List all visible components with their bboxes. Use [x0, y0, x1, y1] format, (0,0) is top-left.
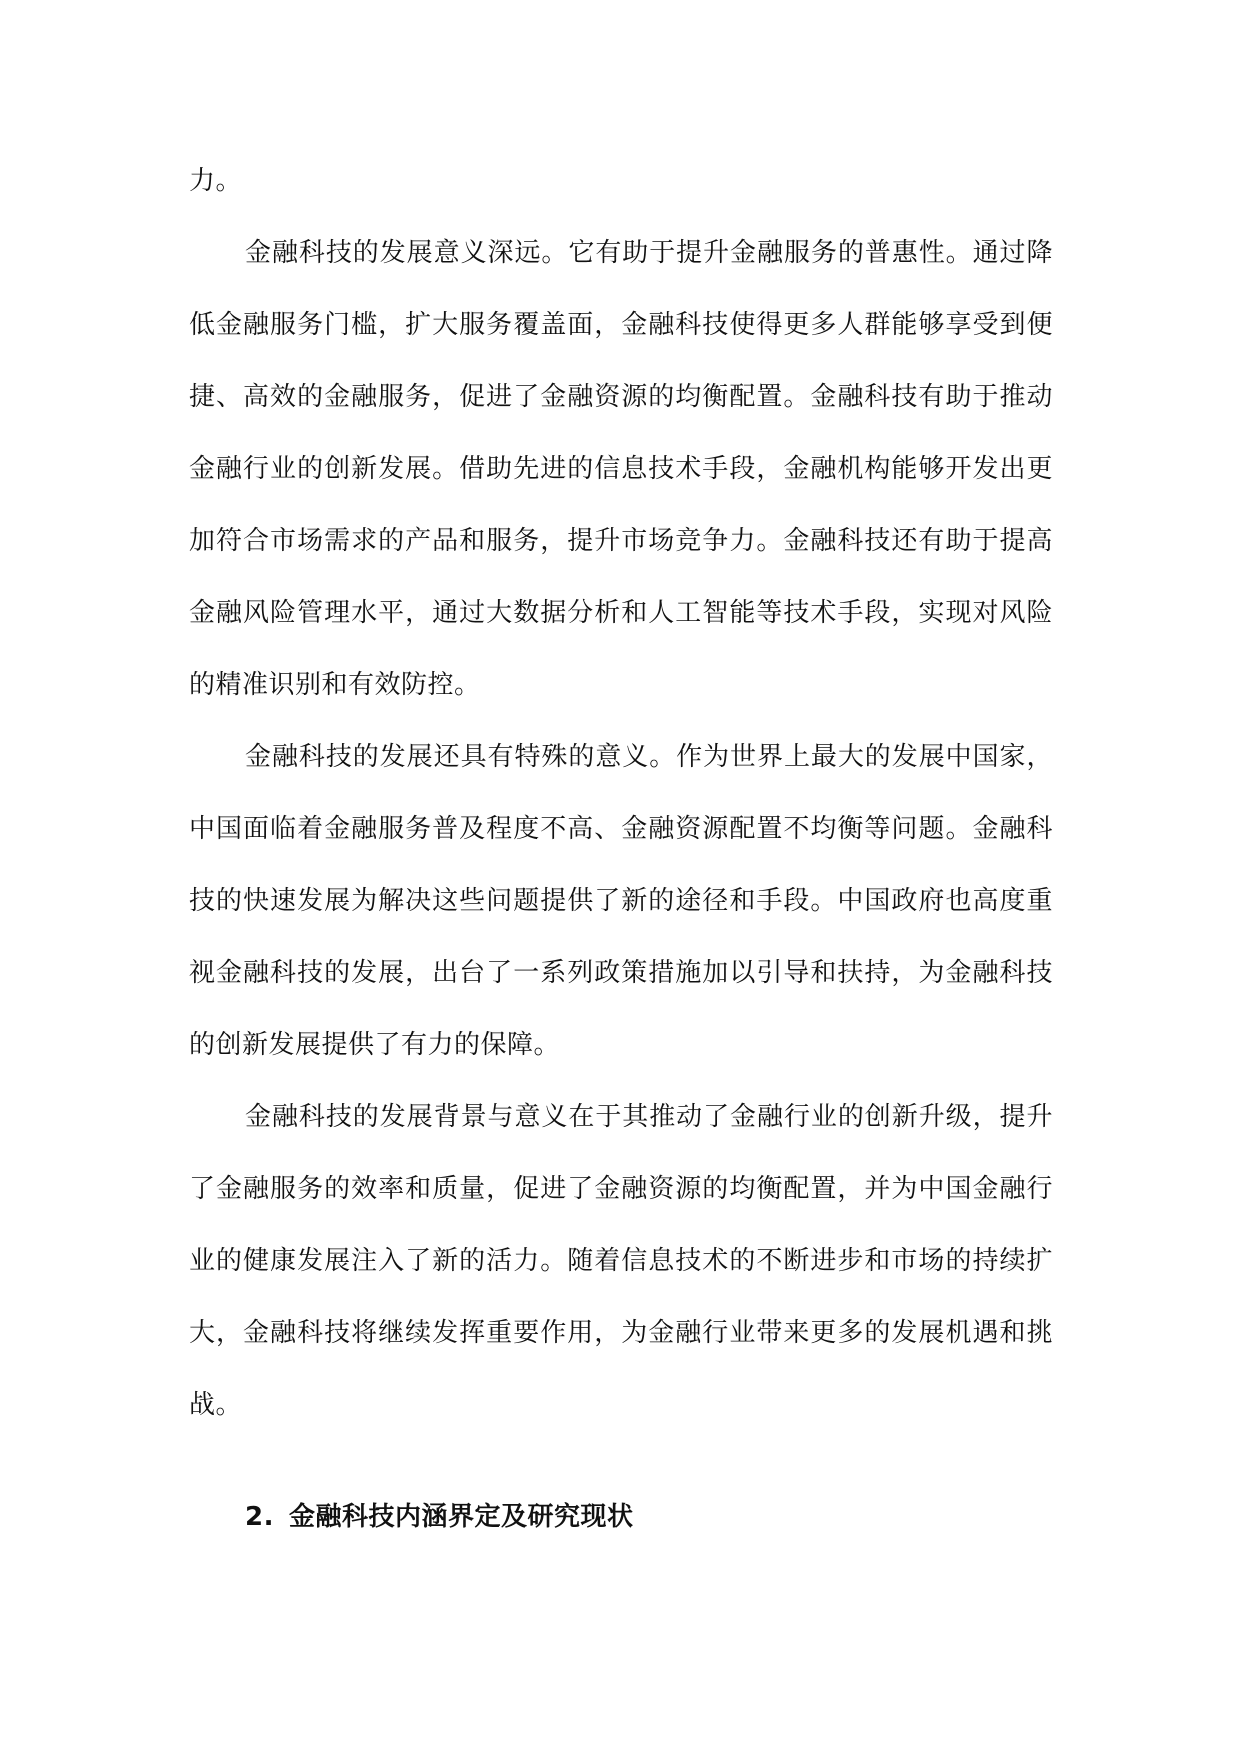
section-title: 金融科技内涵界定及研究现状 — [289, 1502, 634, 1532]
paragraph-special-significance: 金融科技的发展还具有特殊的意义。作为世界上最大的发展中国家，中国面临着金融服务普及程度不高、金融资源配置不均衡等问题。金融科技的快速发展为解决这些问题提供了新的途径和手段。中国政府也高度重视金融科技的发展，出台了一系列政策措施加以引导和扶持，为金融科技的创新发展提供了有力的保障。 — [189, 742, 1053, 1060]
section-number: 2. — [245, 1502, 274, 1532]
carryover-text: 力。 — [189, 166, 243, 196]
section-heading — [189, 1497, 1053, 1537]
document-body — [189, 145, 1053, 1537]
paragraph-significance: 金融科技的发展意义深远。它有助于提升金融服务的普惠性。通过降低金融服务门槛，扩大服务覆盖面，金融科技使得更多人群能够享受到便捷、高效的金融服务，促进了金融资源的均衡配置。金融科技有助于推动金融行业的创新发展。借助先进的信息技术手段，金融机构能够开发出更加符合市场需求的产品和服务，提升市场竞争力。金融科技还有助于提高金融风险管理水平，通过大数据分析和人工智能等技术手段，实现对风险的精准识别和有效防控。 — [189, 238, 1053, 700]
paragraph-background-summary: 金融科技的发展背景与意义在于其推动了金融行业的创新升级，提升了金融服务的效率和质量，促进了金融资源的均衡配置，并为中国金融行业的健康发展注入了新的活力。随着信息技术的不断进步和市场的持续扩大，金融科技将继续发挥重要作用，为金融行业带来更多的发展机遇和挑战。 — [189, 1102, 1053, 1420]
